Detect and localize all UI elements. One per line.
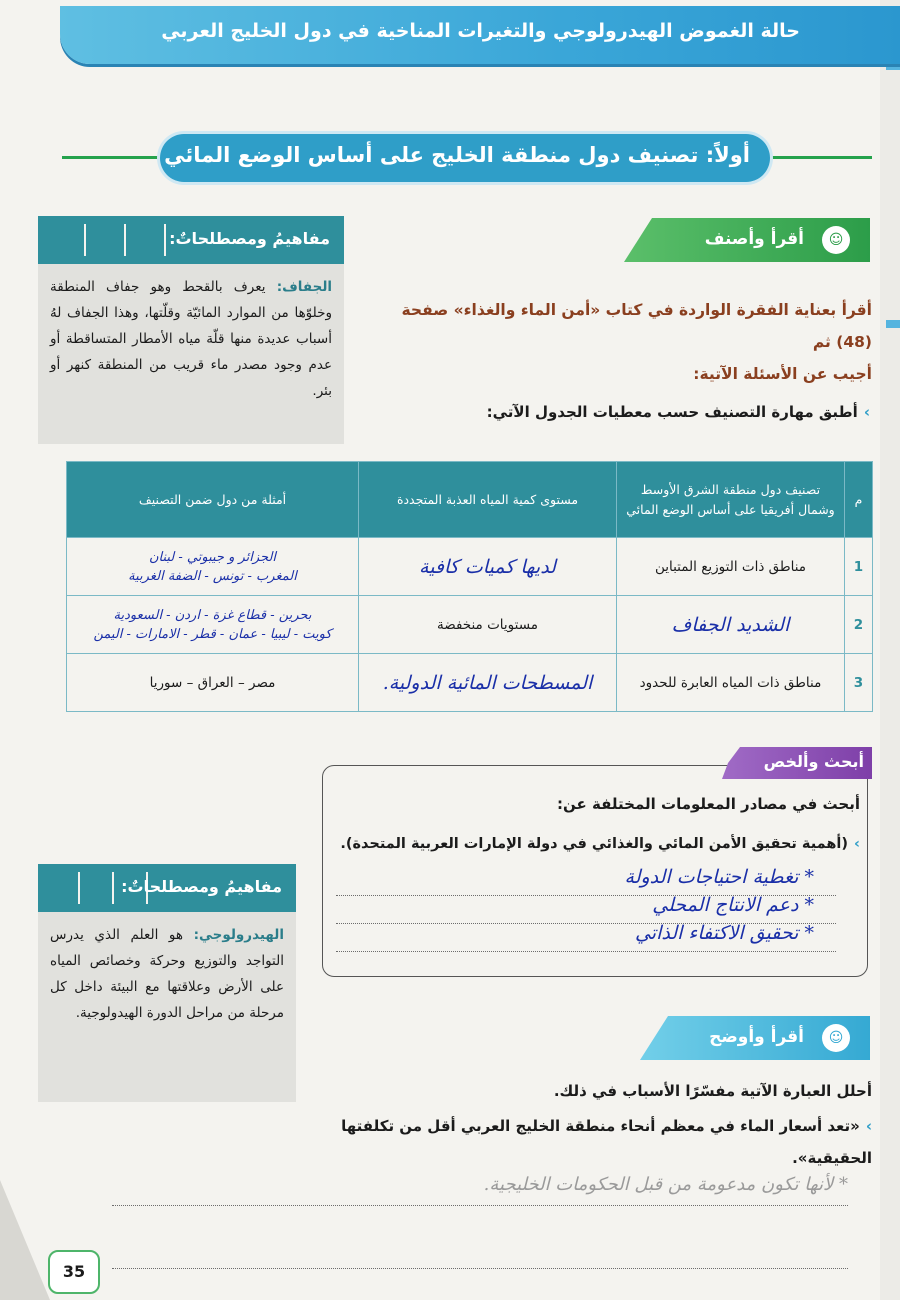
quote-line: «تعد أسعار الماء في معظم أنحاء منطقة الخليج العربي أقل من تكلفتها [341,1117,860,1135]
concepts-title: مفاهيمُ ومصطلحاتٌ: [169,229,330,248]
row-number: 3 [845,654,873,712]
instruction-line: أجيب عن الأسئلة الآتية: [693,365,872,383]
examples-line: المغرب - تونس - الضفة الغربية [128,568,297,584]
handwritten-answer[interactable]: * تغطية احتياجات الدولة [624,866,814,888]
concept-definition [38,264,344,444]
answer-line [112,1268,848,1269]
col-header-examples: أمثلة من دول ضمن التصنيف [67,462,359,538]
col-header-num: م [845,462,873,538]
task-text: أطبق مهارة التصنيف حسب معطيات الجدول الآتي: [486,403,858,421]
examples-line: كويت - ليبيا - عمان - قطر - الامارات - اليمن [93,626,332,642]
explain-instruction: أحلل العبارة الآتية مفسّرًا الأسباب في ذلك. [553,1082,872,1100]
page-edge [880,0,900,1300]
header-title: حالة الغموض الهيدرولوجي والتغيرات المناخية في دول الخليج العربي [161,20,800,42]
quote [332,1110,872,1174]
instruction-line: أقرأ بعناية الفقرة الواردة في كتاب «أمن الماء والغذاء» صفحة (48) ثم [401,301,872,351]
question-text: (أهمية تحقيق الأمن المائي والغذائي في دولة الإمارات العربية المتحدة). [340,836,849,852]
chevron-left-icon: › [863,403,870,421]
chevron-left-icon: › [865,1117,872,1135]
cell-water-level[interactable]: المسطحات المائية الدولية. [359,654,617,712]
cell-water-level: مستويات منخفضة [359,596,617,654]
research-question [340,828,860,860]
research-label: أبحث وألخص [763,752,864,771]
cell-examples[interactable] [67,538,359,596]
chevron-left-icon: › [854,836,860,852]
task [360,396,870,428]
cell-water-level[interactable]: لديها كميات كافية [359,538,617,596]
concepts-title: مفاهيمُ ومصطلحاتٌ: [121,877,282,896]
research-intro: أبحث في مصادر المعلومات المختلفة عن: [557,795,860,813]
cell-classification: مناطق ذات المياه العابرة للحدود [617,654,845,712]
cell-classification: مناطق ذات التوزيع المتباين [617,538,845,596]
quote-line: الحقيقية». [792,1149,872,1167]
cell-classification[interactable]: الشديد الجفاف [617,596,845,654]
answer-line [336,951,836,952]
row-number: 2 [845,596,873,654]
handwritten-answer[interactable]: * تحقيق الاكتفاء الذاتي [634,922,814,944]
examples-line: بحرين - قطاع غزة - اردن - السعودية [113,607,312,623]
cell-examples [67,654,359,712]
cell-examples[interactable] [67,596,359,654]
instruction [362,294,872,390]
activity-label: أقرأ وأصنف [704,229,804,249]
classification-table [66,461,873,712]
row-number: 1 [845,538,873,596]
table-row [67,538,873,596]
concept-text: يعرف بالقحط وهو جفاف المنطقة وخلوّها من الموارد المائيّة وقلّتها، وهذا الجفاف لهُ أسباب عديدة منها قلّة مياه الأمطار المتساقطة أو عدم وجود مصدر ماء قريب من المنطقة كنهر أو بئر. [50,279,332,399]
col-header-water-level: مستوى كمية المياه العذبة المتجددة [359,462,617,538]
reader-icon: ☺ [822,226,850,254]
concept-term: الجفاف: [276,279,333,295]
handwritten-answer[interactable]: * لأنها تكون مدعومة من قبل الحكومات الخليجية. [483,1174,848,1195]
reader-icon: ☺ [822,1024,850,1052]
answer-line [112,1205,848,1206]
page-number: 35 [48,1250,100,1294]
examples-line: الجزائر و جيبوتي - لبنان [148,549,277,565]
table-row [67,654,873,712]
activity-label: أقرأ وأوضح [709,1027,804,1047]
table-header-row [67,462,873,538]
col-header-classification: تصنيف دول منطقة الشرق الأوسط وشمال أفريقيا على أساس الوضع المائي [617,462,845,538]
edge-accent [886,320,900,328]
concept-term: الهيدرولوجي: [193,927,284,943]
table-row [67,596,873,654]
examples-line: مصر – العراق – سوريا [149,674,276,691]
concept-definition [38,912,296,1102]
concept-text: هو العلم الذي يدرس التواجد والتوزيع وحركة وخصائص المياه على الأرض وعلاقتها مع البيئة داخل كل مرحلة من مراحل الدورة الهيدولوجية. [50,927,284,1021]
page-corner [0,1180,50,1300]
section-title: أولاً: تصنيف دول منطقة الخليج على أساس الوضع المائي [164,143,750,167]
handwritten-answer[interactable]: * دعم الانتاج المحلي [652,894,814,916]
